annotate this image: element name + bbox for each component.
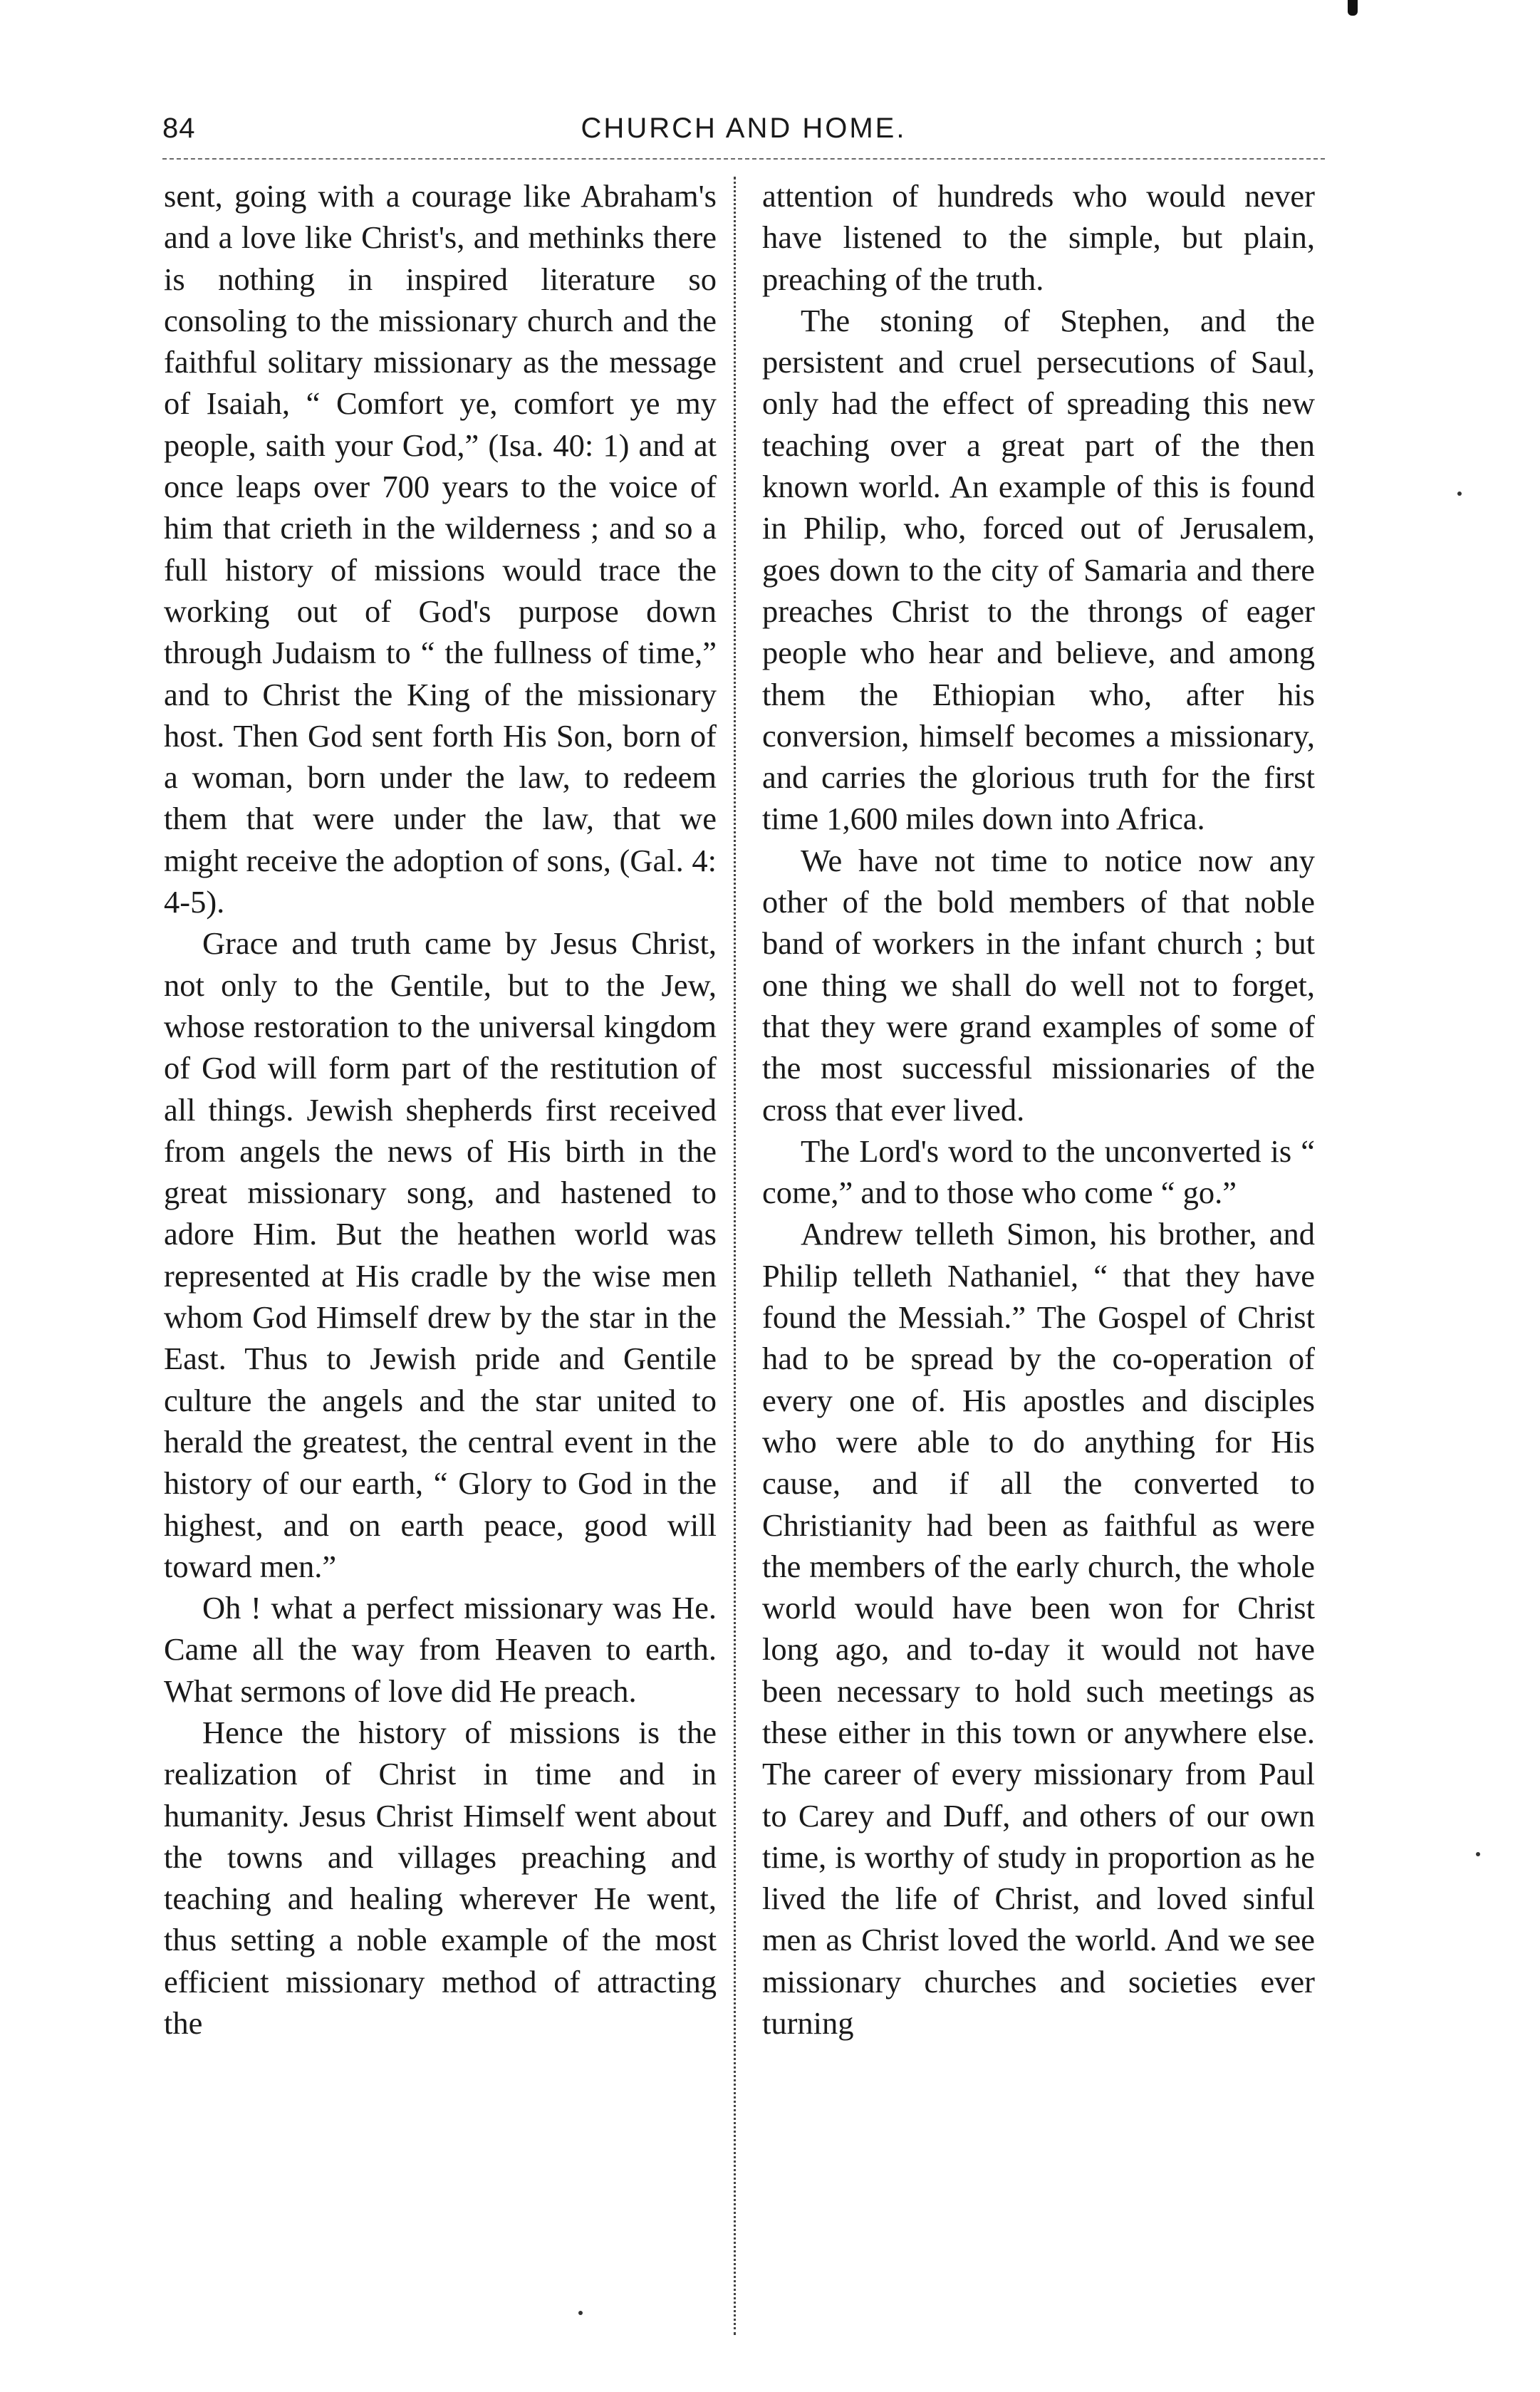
paragraph: The stoning of Stephen, and the persistent and cruel persecutions of Saul, only had the effect of spreading this new teaching over a great part of the then known world. An example of this is found in Philip, who, forced out of Jerusalem, goes down to the city of Samaria and there preaches Christ to the throngs of eager people who hear and believe, and among them the Ethiopian who, after his conversion, himself becomes a missionary, and carries the glorious truth for the first time 1,600 miles down into Africa. [762,302,1315,837]
ink-mark [1348,0,1358,16]
paragraph: Oh ! what a perfect missionary was He. Came all the way from Heaven to earth. What sermons of love did He preach. [164,1590,717,1709]
paragraph: The Lord's word to the unconverted is “ come,” and to those who come “ go.” [762,1133,1315,1211]
left-column [164,175,717,2044]
ink-speck [1457,492,1462,496]
paragraph: Andrew telleth Simon, his brother, and Philip telleth Nathaniel, “ that they have found the Messiah.” The Gospel of Christ had to be spread by the co-operation of every one of. His apostles and disciples who were able to do anything for His cause, and if all the converted to Christianity had been as faithful as were the members of the early church, the whole world would have been won for Christ long ago, and to-day it would not have been necessary to hold such meetings as these either in this town or anywhere else. The career of every missionary from Paul to Carey and Duff, and others of our own time, is worthy of study in proportion as he lived the life of Christ, and loved sinful men as Christ loved the world. And we see missionary churches and societies ever turning [762,1216,1315,2042]
running-title: CHURCH AND HOME. [581,113,907,144]
ink-speck [578,2311,583,2315]
paragraph: attention of hundreds who would never have listened to the simple, but plain, preaching of the truth. [762,178,1315,297]
ink-speck [1476,1852,1480,1856]
page-header [162,113,1325,155]
paragraph: Hence the history of missions is the realization of Christ in time and in humanity. Jesus Christ Himself went about the towns and villages preaching and teaching and healing wherever He went, thus setting a noble example of the most efficient missionary method of attracting the [164,1714,717,2042]
page-number: 84 [162,113,196,144]
header-rule [162,158,1325,160]
right-column [762,175,1315,2044]
paragraph: We have not time to notice now any other of the bold members of that noble band of workers in the infant church ; but one thing we shall do well not to forget, that they were grand examples of some of the most successful missionaries of the cross that ever lived. [762,842,1315,1128]
column-divider [734,177,736,2335]
paragraph: Grace and truth came by Jesus Christ, not only to the Gentile, but to the Jew, whose restoration to the universal kingdom of God will form part of the restitution of all things. Jewish shepherds first received from angels the news of His birth in the great missionary song, and hastened to adore Him. But the heathen world was represented at His cradle by the wise men whom God Himself drew by the star in the East. Thus to Jewish pride and Gentile culture the angels and the star united to herald the greatest, the central event in the history of our earth, “ Glory to God in the highest, and on earth peace, good will toward men.” [164,925,717,1584]
paragraph: sent, going with a courage like Abraham's and a love like Christ's, and methinks there is nothing in inspired literature so consoling to the missionary church and the faithful solitary missionary as the message of Isaiah, “ Comfort ye, comfort ye my people, saith your God,” (Isa. 40: 1) and at once leaps over 700 years to the voice of him that crieth in the wilderness ; and so a full history of missions would trace the working out of God's purpose down through Judaism to “ the fullness of time,” and to Christ the King of the missionary host. Then God sent forth His Son, born of a woman, born under the law, to redeem them that were under the law, that we might receive the adoption of sons, (Gal. 4: 4-5). [164,178,717,920]
